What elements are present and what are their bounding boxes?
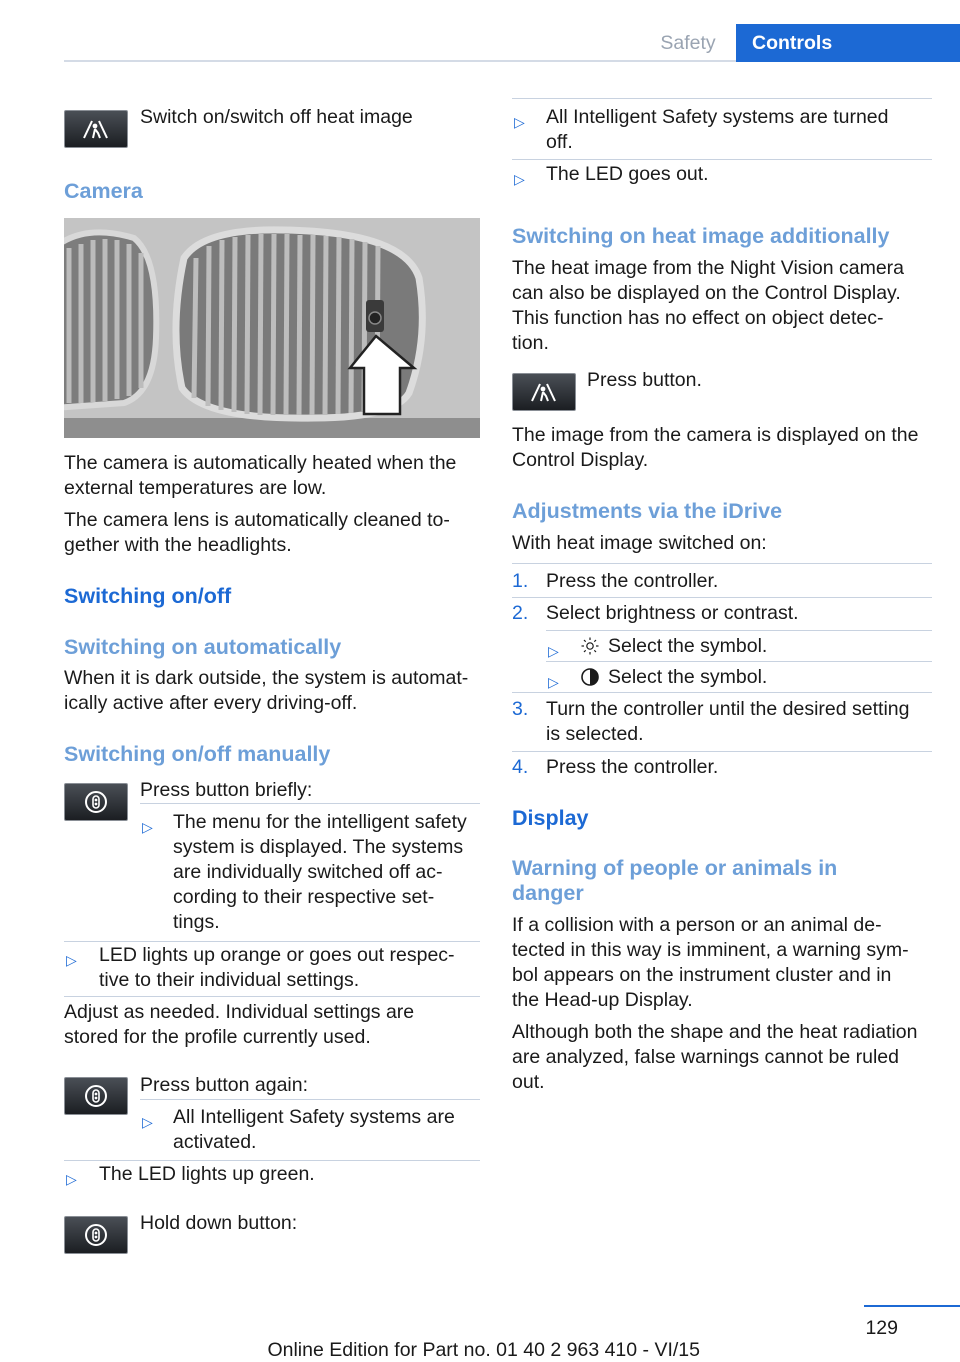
img-line2: Control Display.: [512, 449, 649, 471]
press-again: Press button again:: [140, 1074, 309, 1096]
warning-line3: bol appears on the instrument cluster and in: [512, 964, 892, 986]
divider: [140, 1099, 480, 1100]
bullet-glyph: ▷: [66, 952, 77, 968]
b2-line1: LED lights up orange or goes out respec‐: [99, 944, 455, 966]
hold-down: Hold down button:: [140, 1212, 298, 1234]
bullet-glyph: ▷: [142, 819, 153, 835]
idrive-heading: Adjustments via the iDrive: [512, 499, 783, 523]
b5-line2: off.: [546, 131, 573, 153]
bullet-glyph: ▷: [514, 171, 525, 187]
footer-rule: [864, 1305, 960, 1307]
safety-button-icon: [64, 783, 128, 821]
idrive-intro: With heat image switched on:: [512, 532, 767, 554]
safety-button-icon: [64, 1216, 128, 1254]
night-vision-button-icon: [512, 373, 576, 411]
bullet-glyph: ▷: [142, 1114, 153, 1130]
auto-line1: When it is dark outside, the system is automat‐: [64, 667, 469, 689]
contrast-icon: [580, 667, 600, 687]
night-vision-button-icon: [64, 110, 128, 148]
divider: [64, 1160, 480, 1161]
img-line1: The image from the camera is displayed on the: [512, 424, 919, 446]
step-3-line2: is selected.: [546, 723, 644, 745]
divider: [512, 692, 932, 693]
press-briefly: Press button briefly:: [140, 779, 313, 801]
divider: [512, 159, 932, 160]
camera-p1-line2: external temperatures are low.: [64, 477, 327, 499]
header-section: Safety: [660, 32, 716, 54]
bullet-glyph: ▷: [514, 114, 525, 130]
b1-line1: The menu for the intelligent safety: [173, 811, 467, 833]
bullet-glyph: ▷: [548, 643, 559, 659]
step-2: Select brightness or contrast.: [546, 602, 799, 624]
b1-line2: system is displayed. The systems: [173, 836, 464, 858]
step-2b: Select the symbol.: [608, 666, 768, 688]
b3-line1: All Intelligent Safety systems are: [173, 1106, 455, 1128]
step-4: Press the controller.: [546, 756, 719, 778]
step-number: 3.: [512, 698, 529, 720]
switching-heading: Switching on/off: [64, 584, 232, 608]
camera-heading: Camera: [64, 179, 143, 203]
step-1: Press the controller.: [546, 570, 719, 592]
camera-p1-line1: The camera is automatically heated when the: [64, 452, 457, 474]
warning-line2: tected in this way is imminent, a warning sym‐: [512, 939, 909, 961]
heat-image-label: Switch on/switch off heat image: [140, 106, 413, 128]
divider: [140, 803, 480, 804]
b5-line1: All Intelligent Safety systems are turned: [546, 106, 889, 128]
b2-line2: tive to their individual settings.: [99, 969, 360, 991]
divider: [546, 661, 932, 662]
press-button: Press button.: [587, 369, 702, 391]
footer-edition: Online Edition for Part no. 01 40 2 963 410 - VI/15: [267, 1339, 700, 1361]
bullet-glyph: ▷: [548, 674, 559, 690]
divider: [512, 563, 932, 564]
heat-line4: tion.: [512, 332, 549, 354]
bullet-glyph: ▷: [66, 1171, 77, 1187]
divider: [64, 996, 480, 997]
step-number: 4.: [512, 756, 529, 778]
manual-heading: Switching on/off manually: [64, 742, 331, 766]
display-heading: Display: [512, 806, 589, 830]
heat-line2: can also be displayed on the Control Display.: [512, 282, 901, 304]
adjust-line2: stored for the profile currently used.: [64, 1026, 371, 1048]
step-2a: Select the symbol.: [608, 635, 768, 657]
divider: [546, 630, 932, 631]
b3-line2: activated.: [173, 1131, 257, 1153]
b4: The LED lights up green.: [99, 1163, 315, 1185]
camera-p2-line2: gether with the headlights.: [64, 534, 292, 556]
divider: [64, 941, 480, 942]
warning-line4: the Head-up Display.: [512, 989, 693, 1011]
step-number: 2.: [512, 602, 529, 624]
header-chapter-tab: Controls: [736, 24, 960, 62]
auto-line2: ically active after every driving-off.: [64, 692, 358, 714]
warning2-line2: are analyzed, false warnings cannot be ruled: [512, 1046, 899, 1068]
auto-heading: Switching on automatically: [64, 635, 342, 659]
adjust-line1: Adjust as needed. Individual settings are: [64, 1001, 415, 1023]
divider: [512, 98, 932, 99]
page-number: 129: [865, 1317, 898, 1339]
brightness-icon: [580, 636, 600, 656]
step-number: 1.: [512, 570, 529, 592]
camera-p2-line1: The camera lens is automatically cleaned to‐: [64, 509, 450, 531]
safety-button-icon: [64, 1077, 128, 1115]
b1-line4: cording to their respective set‐: [173, 886, 435, 908]
camera-grille-photo: [64, 218, 480, 438]
b6: The LED goes out.: [546, 163, 709, 185]
b1-line5: tings.: [173, 911, 220, 933]
warning-heading-line1: Warning of people or animals in: [512, 856, 838, 880]
heat-line1: The heat image from the Night Vision camera: [512, 257, 904, 279]
warning2-line3: out.: [512, 1071, 545, 1093]
heat-heading: Switching on heat image additionally: [512, 224, 890, 248]
divider: [512, 751, 932, 752]
divider: [512, 597, 932, 598]
warning-heading-line2: danger: [512, 881, 584, 905]
b1-line3: are individually switched off ac‐: [173, 861, 443, 883]
warning-line1: If a collision with a person or an animal de‐: [512, 914, 882, 936]
warning2-line1: Although both the shape and the heat radiation: [512, 1021, 918, 1043]
heat-line3: This function has no effect on object detec‐: [512, 307, 884, 329]
step-3-line1: Turn the controller until the desired setting: [546, 698, 910, 720]
